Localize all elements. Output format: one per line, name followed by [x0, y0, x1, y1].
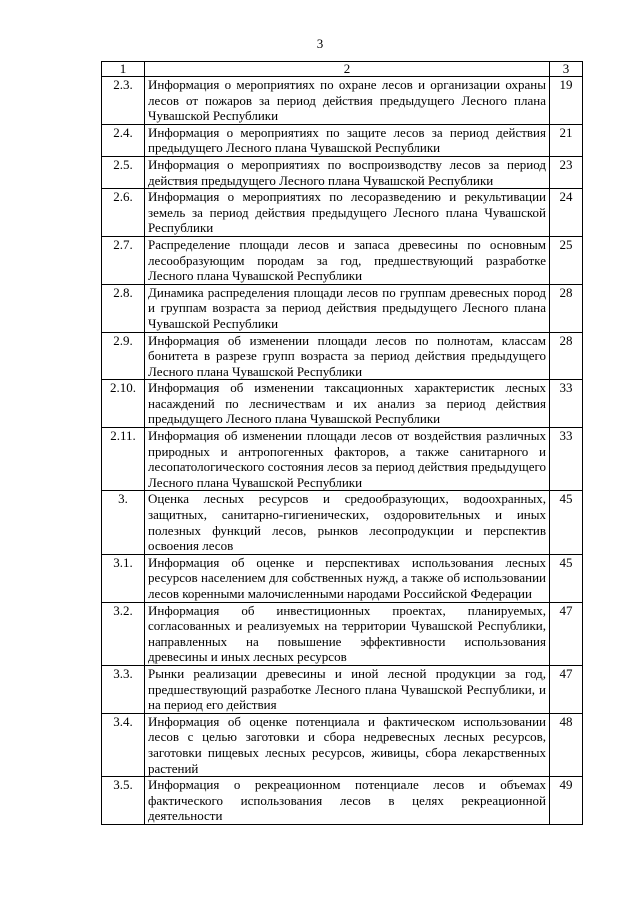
contents-table — [101, 61, 583, 825]
row-title: Информация об инвестиционных проектах, планируемых, согласованных и реализуемых на территории Чувашской Республики, направленных на повышение эффективности использования древесины и иных лесных ресурсов — [145, 602, 550, 665]
row-page: 47 — [550, 665, 583, 713]
row-title: Информация об оценке и перспективах использования лесных ресурсов населением для собственных нужд, а также об использовании лесов коренными малочисленными народами Российской Федерации — [145, 554, 550, 602]
row-page: 28 — [550, 284, 583, 332]
row-title: Информация об изменении таксационных характеристик лесных насаждений по лесничествам и их анализ за период действия предыдущего Лесного плана Чувашской Республики — [145, 380, 550, 428]
row-page: 47 — [550, 602, 583, 665]
row-page: 28 — [550, 332, 583, 380]
row-number: 3. — [102, 491, 145, 554]
row-title: Динамика распределения площади лесов по группам древесных пород и группам возраста за период действия предыдущего Лесного плана Чувашской Республики — [145, 284, 550, 332]
column-header-page: 3 — [550, 62, 583, 77]
row-title: Рынки реализации древесины и иной лесной продукции за год, предшествующий разработке Лесного плана Чувашской Республики, и на период его действия — [145, 665, 550, 713]
table-row — [102, 124, 583, 156]
table-row — [102, 491, 583, 554]
table-row — [102, 777, 583, 825]
table-row — [102, 602, 583, 665]
row-title: Информация о мероприятиях по защите лесов за период действия предыдущего Лесного плана Чувашской Республики — [145, 124, 550, 156]
row-title: Информация об изменении площади лесов по полнотам, классам бонитета в разрезе групп возраста за период действия предыдущего Лесного плана Чувашской Республики — [145, 332, 550, 380]
table-row — [102, 665, 583, 713]
row-page: 33 — [550, 380, 583, 428]
row-title: Информация о мероприятиях по лесоразведению и рекультивации земель за период действия предыдущего Лесного плана Чувашской Республики — [145, 189, 550, 237]
row-number: 2.6. — [102, 189, 145, 237]
row-number: 3.1. — [102, 554, 145, 602]
table-row — [102, 189, 583, 237]
row-number: 2.3. — [102, 77, 145, 125]
table-row — [102, 77, 583, 125]
row-number: 3.2. — [102, 602, 145, 665]
row-title: Оценка лесных ресурсов и средообразующих, водоохранных, защитных, санитарно-гигиенических, оздоровительных и иных полезных функций лесов, рынков лесопродукции и перспектив освоения лесов — [145, 491, 550, 554]
row-page: 25 — [550, 236, 583, 284]
table-row — [102, 236, 583, 284]
row-page: 24 — [550, 189, 583, 237]
table-row — [102, 284, 583, 332]
row-title: Информация о мероприятиях по охране лесов и организации охраны лесов от пожаров за период действия предыдущего Лесного плана Чувашской Республики — [145, 77, 550, 125]
row-title: Распределение площади лесов и запаса древесины по основным лесообразующим породам за год, предшествующий разработке Лесного плана Чувашской Республики — [145, 236, 550, 284]
row-page: 45 — [550, 554, 583, 602]
row-number: 2.4. — [102, 124, 145, 156]
header-row — [102, 62, 583, 77]
table-row — [102, 554, 583, 602]
row-number: 2.8. — [102, 284, 145, 332]
row-number: 2.9. — [102, 332, 145, 380]
row-number: 3.5. — [102, 777, 145, 825]
row-page: 33 — [550, 428, 583, 491]
row-number: 3.4. — [102, 713, 145, 776]
table-row — [102, 156, 583, 188]
page-number: 3 — [316, 36, 324, 51]
table-row — [102, 428, 583, 491]
row-title: Информация о мероприятиях по воспроизводству лесов за период действия предыдущего Лесного плана Чувашской Республики — [145, 156, 550, 188]
row-page: 49 — [550, 777, 583, 825]
row-number: 2.5. — [102, 156, 145, 188]
row-page: 23 — [550, 156, 583, 188]
row-title: Информация об оценке потенциала и фактическом использовании лесов с целью заготовки и сбора недревесных лесных ресурсов, заготовки пищевых лесных ресурсов, живицы, сбора лекарственных растений — [145, 713, 550, 776]
row-title: Информация о рекреационном потенциале лесов и объемах фактического использования лесов в целях рекреационной деятельности — [145, 777, 550, 825]
row-page: 48 — [550, 713, 583, 776]
column-header-number: 1 — [102, 62, 145, 77]
row-page: 21 — [550, 124, 583, 156]
table-row — [102, 380, 583, 428]
table-row — [102, 332, 583, 380]
row-page: 19 — [550, 77, 583, 125]
row-number: 2.11. — [102, 428, 145, 491]
column-header-title: 2 — [145, 62, 550, 77]
row-number: 2.7. — [102, 236, 145, 284]
row-page: 45 — [550, 491, 583, 554]
table-row — [102, 713, 583, 776]
row-number: 2.10. — [102, 380, 145, 428]
row-number: 3.3. — [102, 665, 145, 713]
row-title: Информация об изменении площади лесов от воздействия различных природных и антропогенных факторов, а также санитарного и лесопатологического состояния лесов за период действия предыдущего Лесного плана Чувашской Республики — [145, 428, 550, 491]
